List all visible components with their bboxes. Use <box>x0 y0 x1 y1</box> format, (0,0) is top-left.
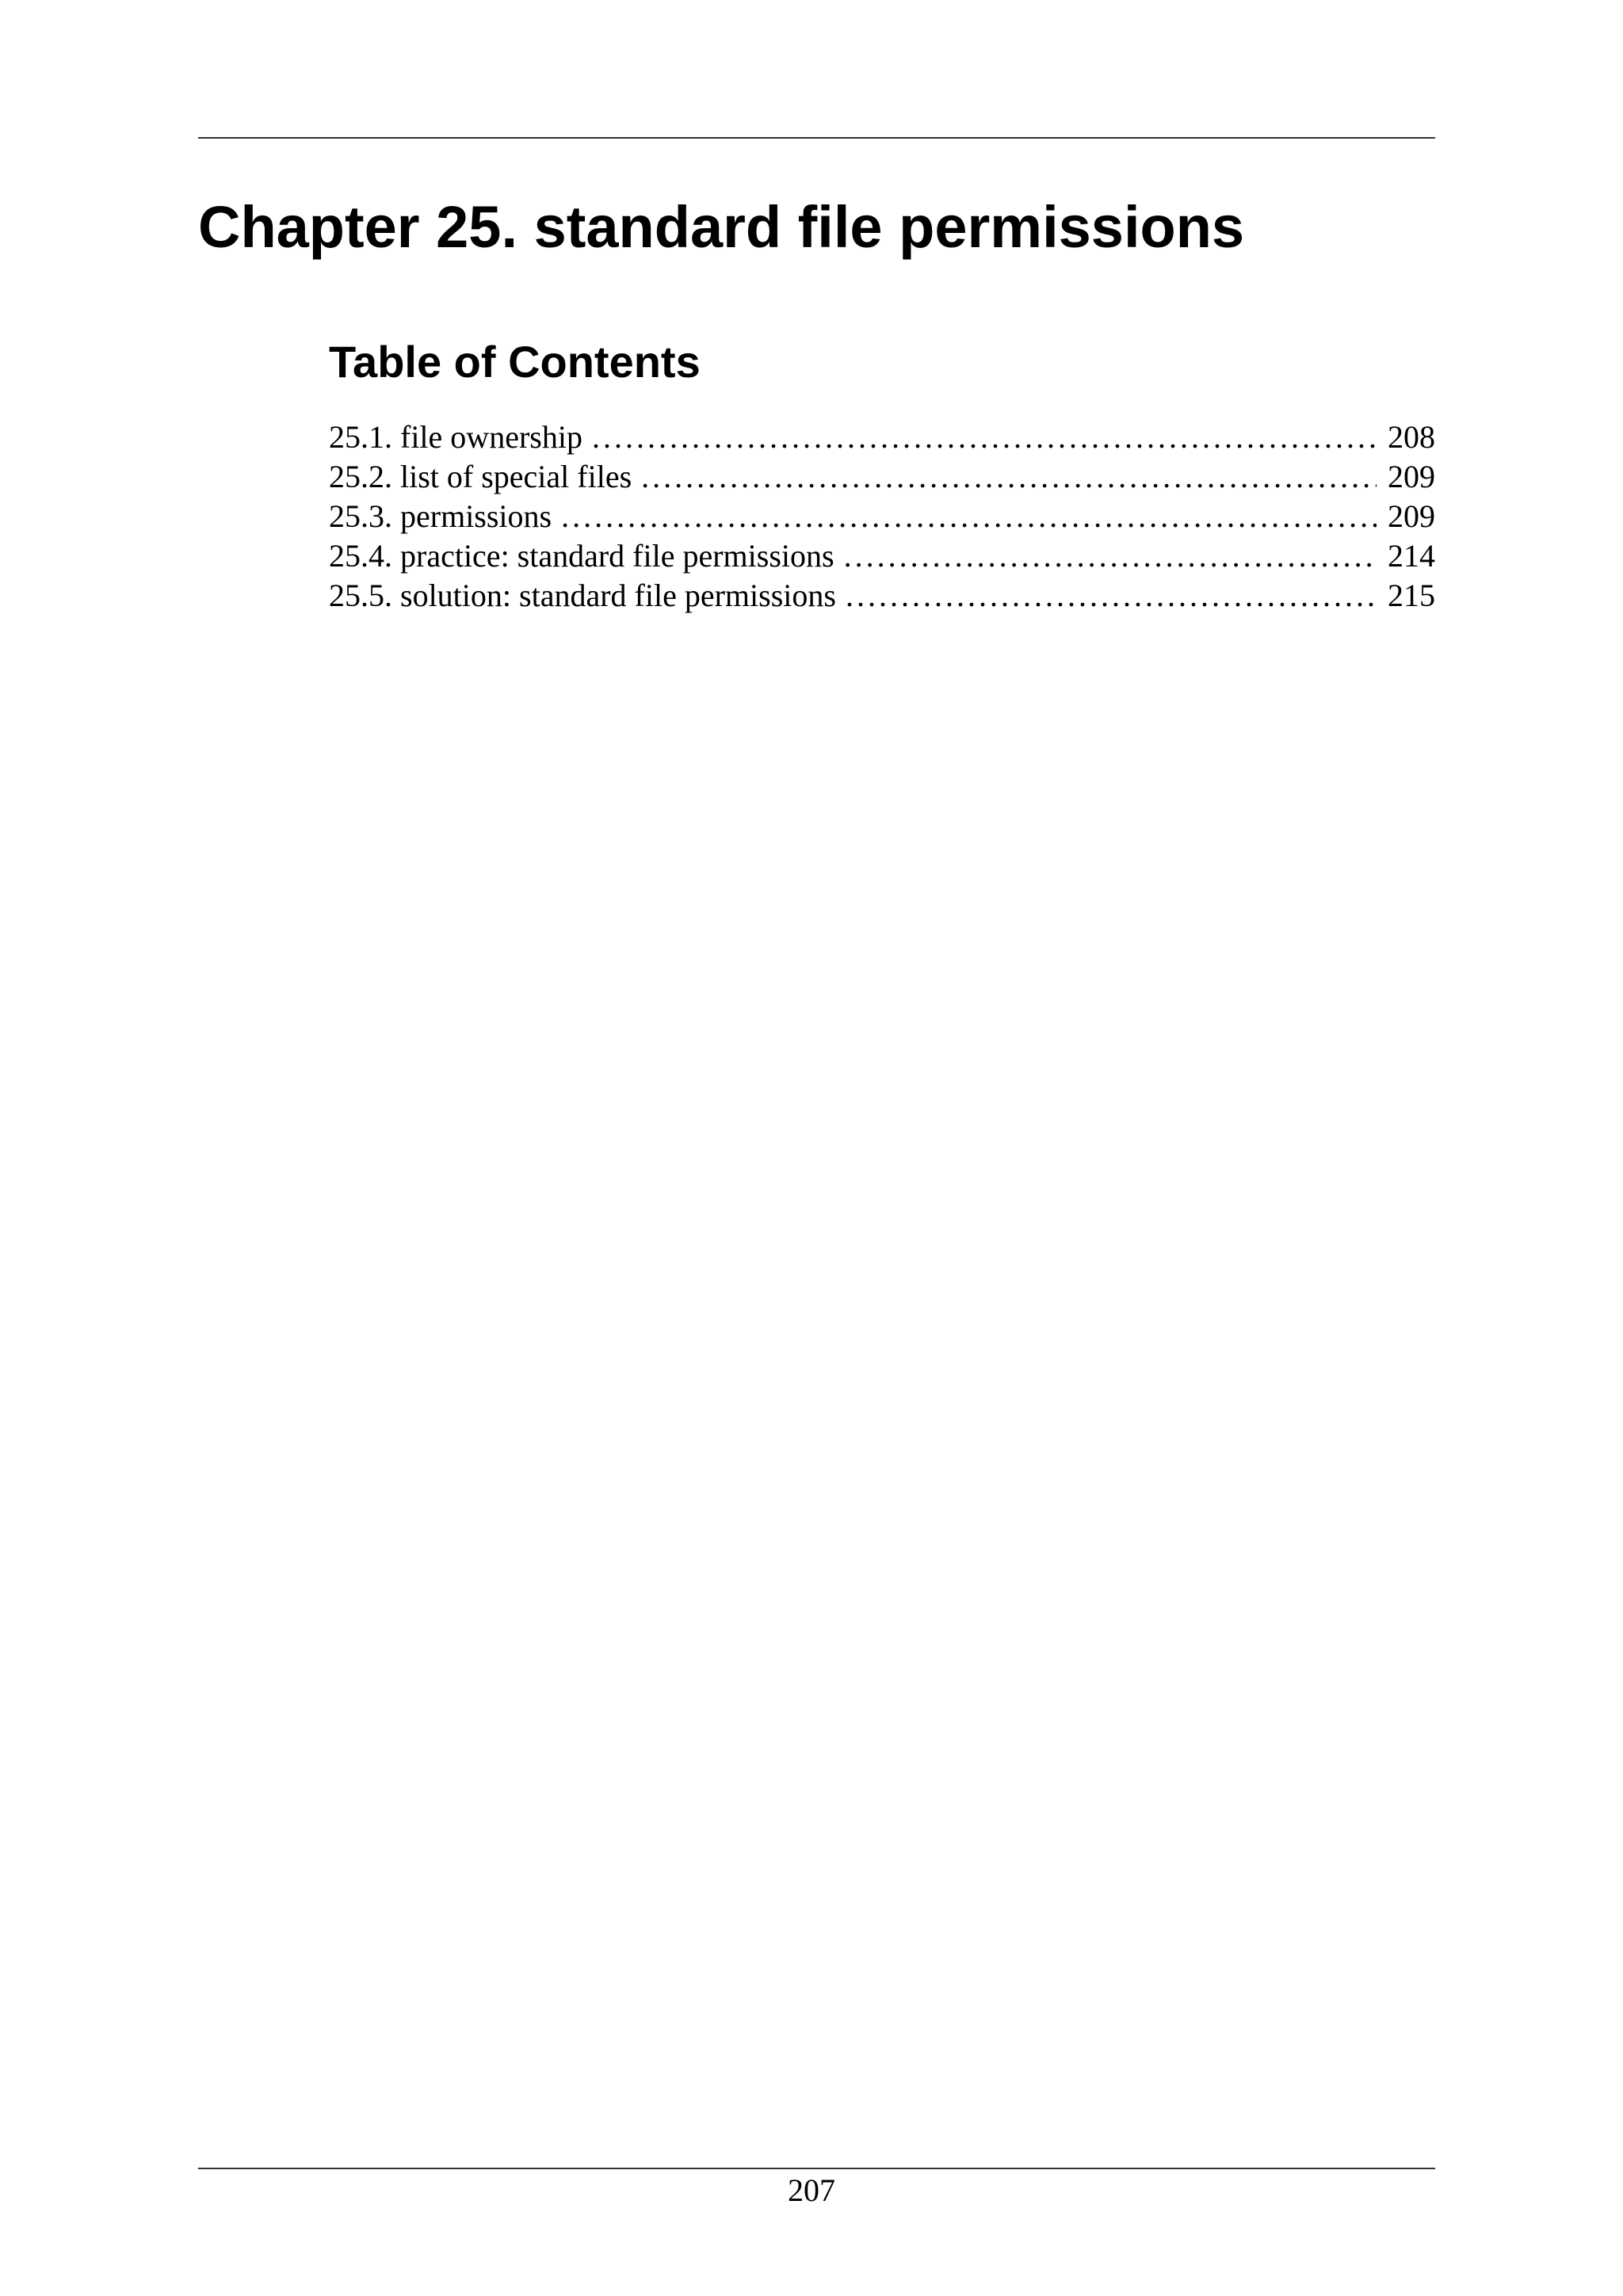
toc-entry-label: 25.1. file ownership <box>329 419 582 455</box>
toc-heading: Table of Contents <box>329 337 701 387</box>
toc-entry-page: 209 <box>1388 459 1435 494</box>
toc-entry-label: 25.3. permissions <box>329 498 552 534</box>
toc-entry-label: 25.4. practice: standard file permissions <box>329 538 834 574</box>
toc-entry-file-ownership[interactable] <box>329 418 1435 457</box>
toc-entry-page: 214 <box>1388 538 1435 574</box>
chapter-title: Chapter 25. standard file permissions <box>198 194 1245 260</box>
toc-entry-list-of-special-files[interactable] <box>329 457 1435 497</box>
toc-entry-solution[interactable] <box>329 576 1435 616</box>
toc-dot-leader <box>641 457 1377 497</box>
toc-entry-practice[interactable] <box>329 536 1435 576</box>
toc-entry-page: 208 <box>1388 419 1435 455</box>
toc-list <box>329 418 1435 616</box>
toc-entry-page: 209 <box>1388 498 1435 534</box>
header-rule <box>198 137 1435 139</box>
toc-dot-leader <box>846 576 1377 616</box>
toc-entry-label: 25.2. list of special files <box>329 459 632 494</box>
footer-rule <box>198 2168 1435 2169</box>
toc-dot-leader <box>844 536 1377 576</box>
toc-entry-page: 215 <box>1388 578 1435 613</box>
page-number: 207 <box>788 2172 835 2208</box>
toc-entry-permissions[interactable] <box>329 497 1435 536</box>
toc-entry-label: 25.5. solution: standard file permissions <box>329 578 836 613</box>
toc-dot-leader <box>561 497 1377 536</box>
toc-dot-leader <box>592 418 1377 457</box>
